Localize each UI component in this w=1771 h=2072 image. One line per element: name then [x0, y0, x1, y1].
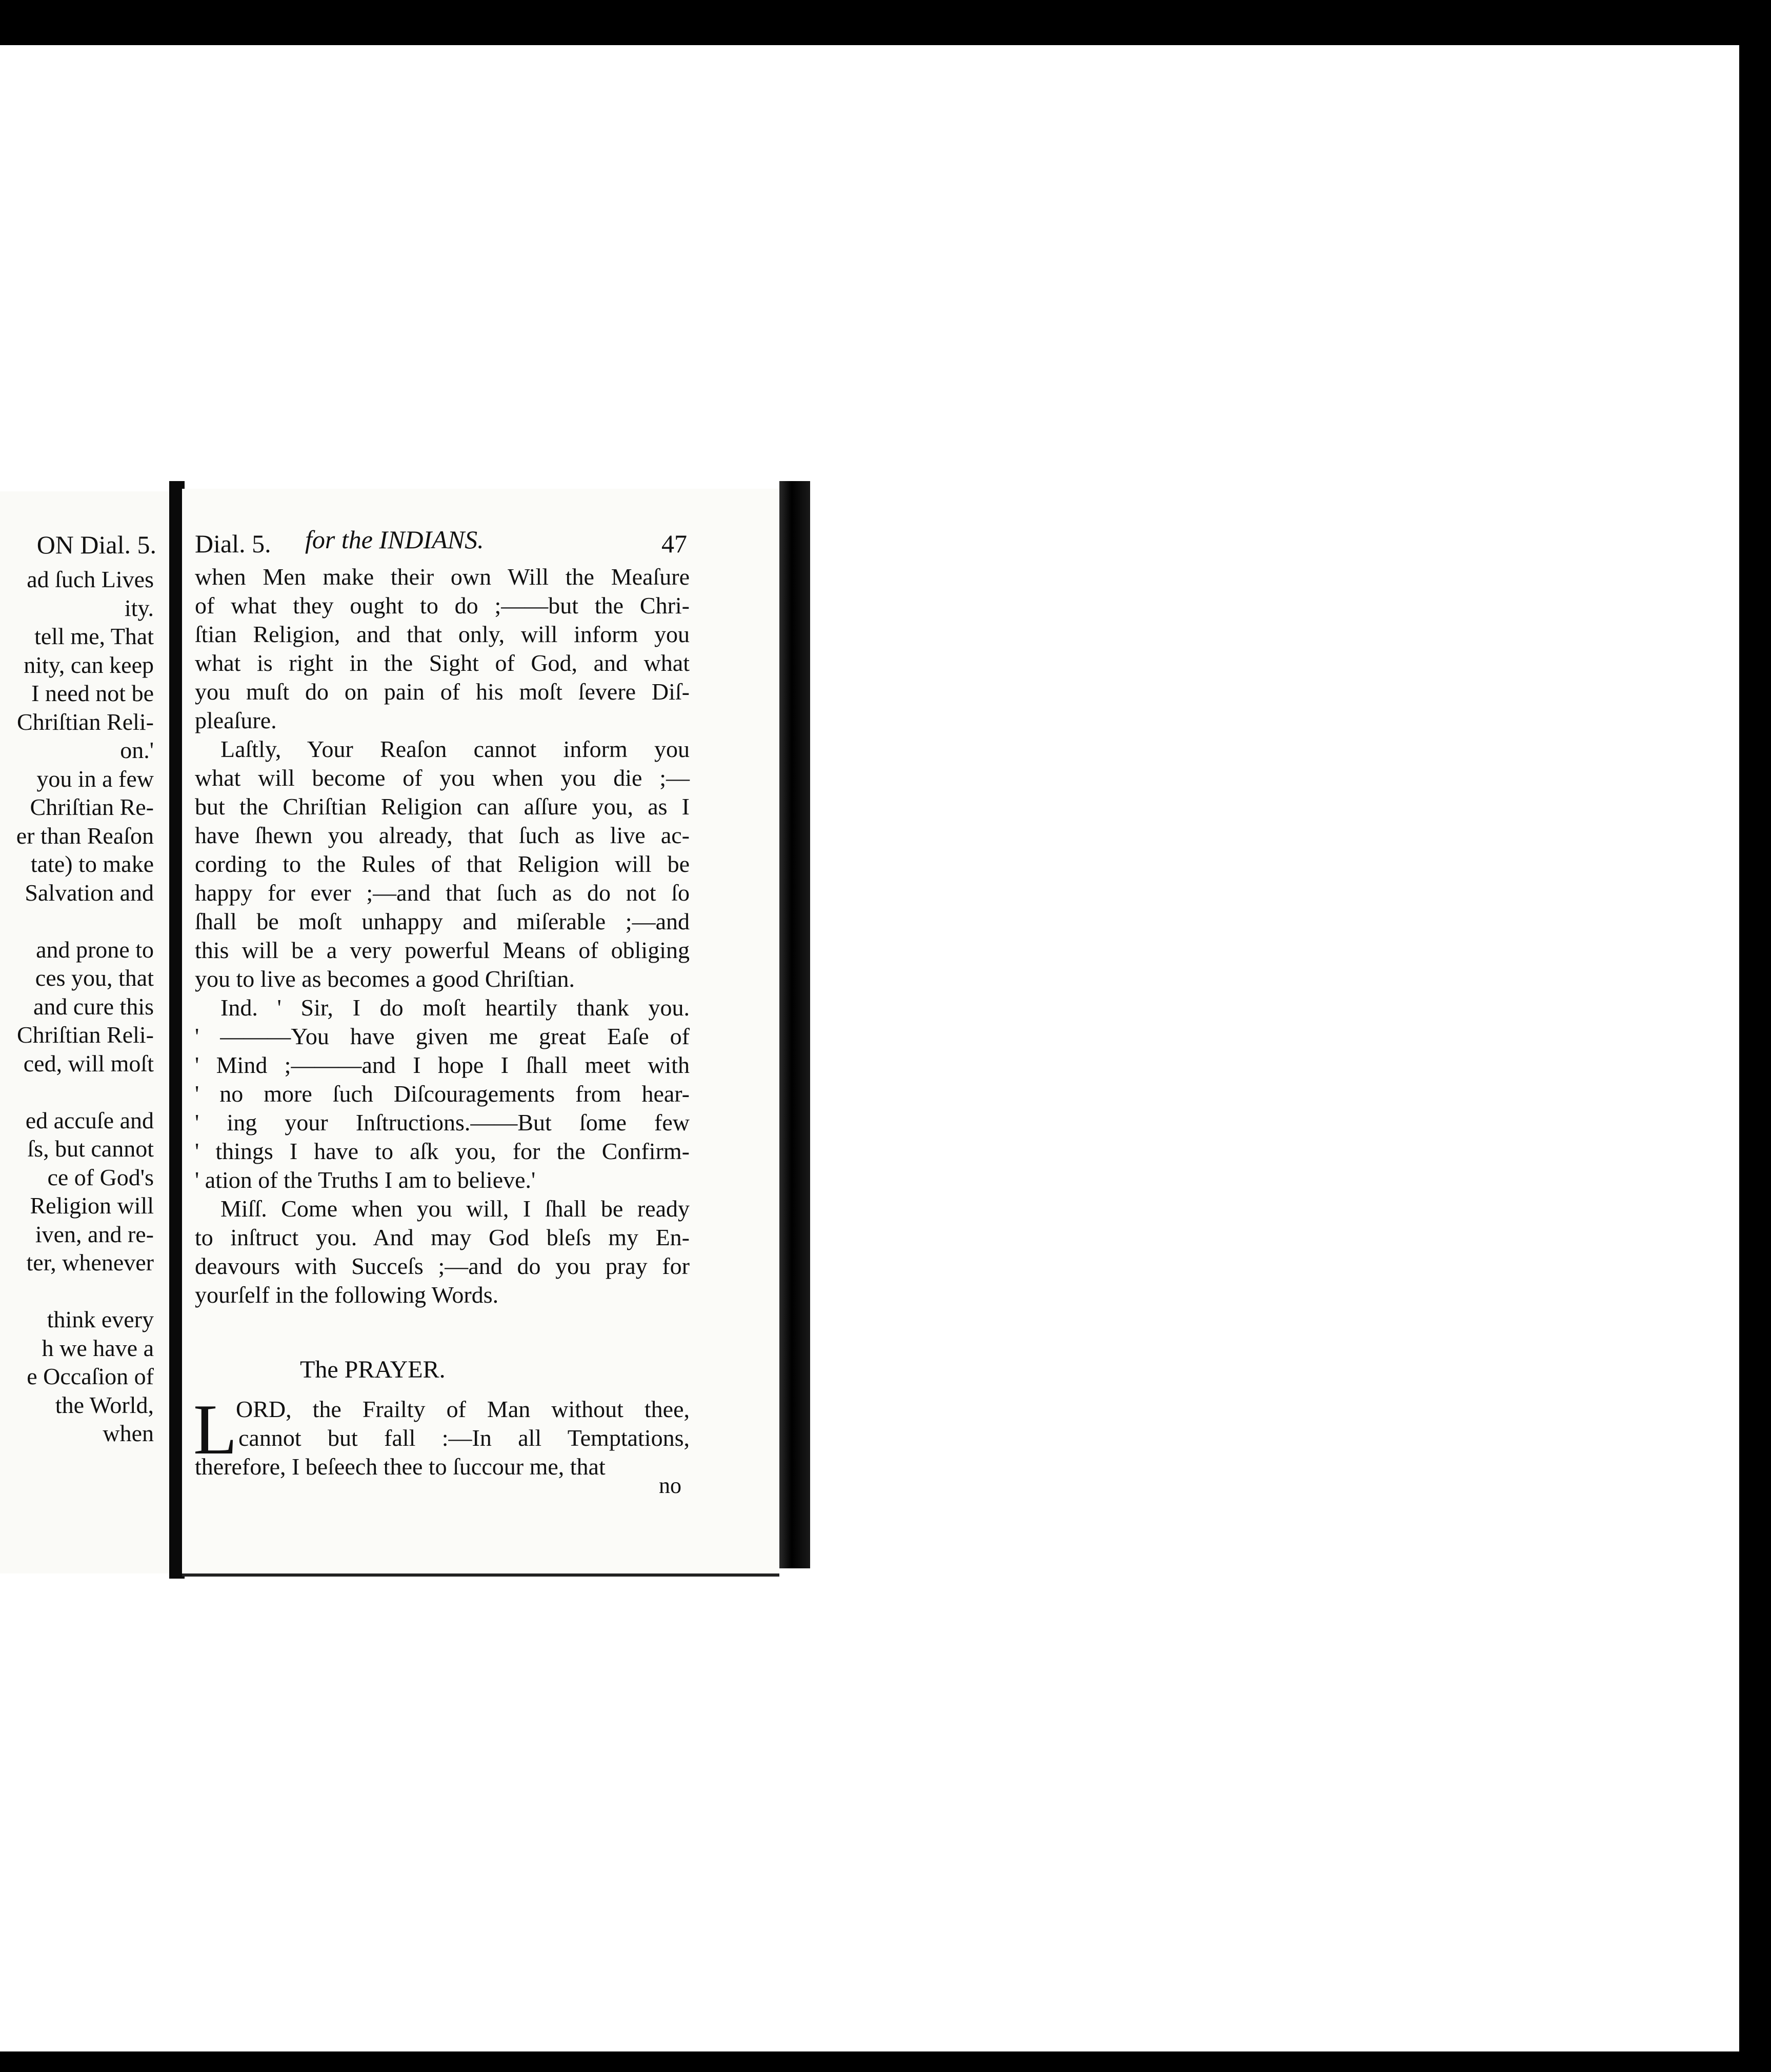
body-text-line: ' Mind ;———and I hope I ſhall meet with: [195, 1052, 690, 1078]
left-text-line: tate) to make: [30, 851, 154, 877]
body-text-line: this will be a very powerful Means of obliging: [195, 937, 690, 963]
left-page-header: ON Dial. 5.: [36, 530, 156, 559]
left-text-line: the World,: [55, 1391, 154, 1418]
body-text-line: Laſtly, Your Reaſon cannot inform you: [220, 736, 690, 762]
catchword: no: [659, 1473, 681, 1498]
prayer-dropcap: L: [193, 1390, 237, 1469]
body-text-line: you to live as becomes a good Chriſtian.: [195, 966, 575, 992]
running-head-title: for the INDIANS.: [305, 525, 484, 554]
body-text-line: ' ing your Inſtructions.——But ſome few: [195, 1109, 690, 1135]
book-spread: [0, 481, 810, 1579]
body-text-line: to inſtruct you. And may God bleſs my En-: [195, 1224, 690, 1250]
left-text-line: on.': [120, 737, 154, 763]
left-text-line: nity, can keep: [24, 651, 154, 678]
body-text-line: but the Chriſtian Religion can aſſure you, as I: [195, 793, 690, 820]
body-text-line: deavours with Succeſs ;—and do you pray for: [195, 1253, 690, 1279]
left-text-line: Religion will: [30, 1192, 154, 1219]
left-text-line: ced, will moſt: [23, 1050, 154, 1077]
left-text-line: when: [103, 1420, 154, 1446]
right-page: [182, 489, 779, 1577]
left-text-line: iven, and re-: [35, 1221, 154, 1247]
left-text-line: I need not be: [31, 680, 154, 706]
body-text-line: when Men make their own Will the Meaſure: [195, 564, 690, 590]
page-number: 47: [661, 529, 687, 558]
left-page: [0, 491, 177, 1573]
left-text-line: think every: [47, 1306, 154, 1332]
left-text-line: e Occaſion of: [27, 1363, 154, 1389]
body-text-line: ' ———You have given me great Eaſe of: [195, 1023, 690, 1049]
body-text-line: cording to the Rules of that Religion will be: [195, 851, 690, 877]
left-text-line: ter, whenever: [26, 1249, 154, 1276]
prayer-text-line: ORD, the Frailty of Man without thee,: [236, 1396, 690, 1422]
prayer-text-line: therefore, I beſeech thee to ſuccour me, that: [195, 1453, 606, 1480]
left-text-line: h we have a: [42, 1334, 154, 1361]
left-text-line: Salvation and: [25, 879, 154, 906]
left-text-line: ce of God's: [47, 1164, 154, 1190]
left-text-line: ces you, that: [35, 965, 154, 991]
body-text-line: yourſelf in the following Words.: [195, 1282, 499, 1308]
left-text-line: you in a few: [36, 765, 154, 792]
left-text-line: Chriſtian Reli-: [16, 1022, 154, 1048]
body-text-line: of what they ought to do ;——but the Chri-: [195, 592, 690, 619]
body-text-line: ſtian Religion, and that only, will inform you: [195, 621, 690, 647]
body-text-line: ſhall be moſt unhappy and miſerable ;—and: [195, 908, 690, 934]
body-text-line: ' ation of the Truths I am to believe.': [195, 1167, 536, 1193]
prayer-text-line: cannot but fall :—In all Temptations,: [238, 1425, 690, 1451]
body-text-line: what will become of you when you die ;—: [195, 765, 690, 791]
prayer-heading: The PRAYER.: [300, 1356, 446, 1383]
body-text-line: happy for ever ;—and that ſuch as do not ſo: [195, 880, 690, 906]
left-text-line: tell me, That: [34, 623, 154, 649]
body-text-line: Miſſ. Come when you will, I ſhall be ready: [220, 1196, 690, 1222]
running-head-dial: Dial. 5.: [195, 529, 271, 558]
scan-sheet: [0, 45, 1739, 2051]
left-text-line: and prone to: [36, 936, 154, 963]
left-text-line: er than Reaſon: [16, 822, 154, 849]
left-text-line: Chriſtian Reli-: [16, 708, 154, 735]
left-text-line: Chriſtian Re-: [30, 794, 154, 820]
body-text-line: have ſhewn you already, that ſuch as live ac-: [195, 822, 690, 848]
left-text-line: ſs, but cannot: [27, 1135, 154, 1162]
left-text-line: ad ſuch Lives: [27, 566, 154, 592]
left-text-line: and cure this: [33, 993, 154, 1020]
body-text-line: pleaſure.: [195, 707, 277, 733]
left-text-line: ity.: [124, 594, 154, 621]
page-edge-shadow: [779, 481, 810, 1568]
body-text-line: ' things I have to aſk you, for the Confirm-: [195, 1138, 690, 1164]
body-text-line: Ind. ' Sir, I do moſt heartily thank you.: [220, 994, 690, 1021]
body-text-line: ' no more ſuch Diſcouragements from hear-: [195, 1081, 690, 1107]
body-text-line: you muſt do on pain of his moſt ſevere Diſ-: [195, 679, 690, 705]
left-text-line: ed accuſe and: [25, 1107, 154, 1133]
body-text-line: what is right in the Sight of God, and what: [195, 650, 690, 676]
